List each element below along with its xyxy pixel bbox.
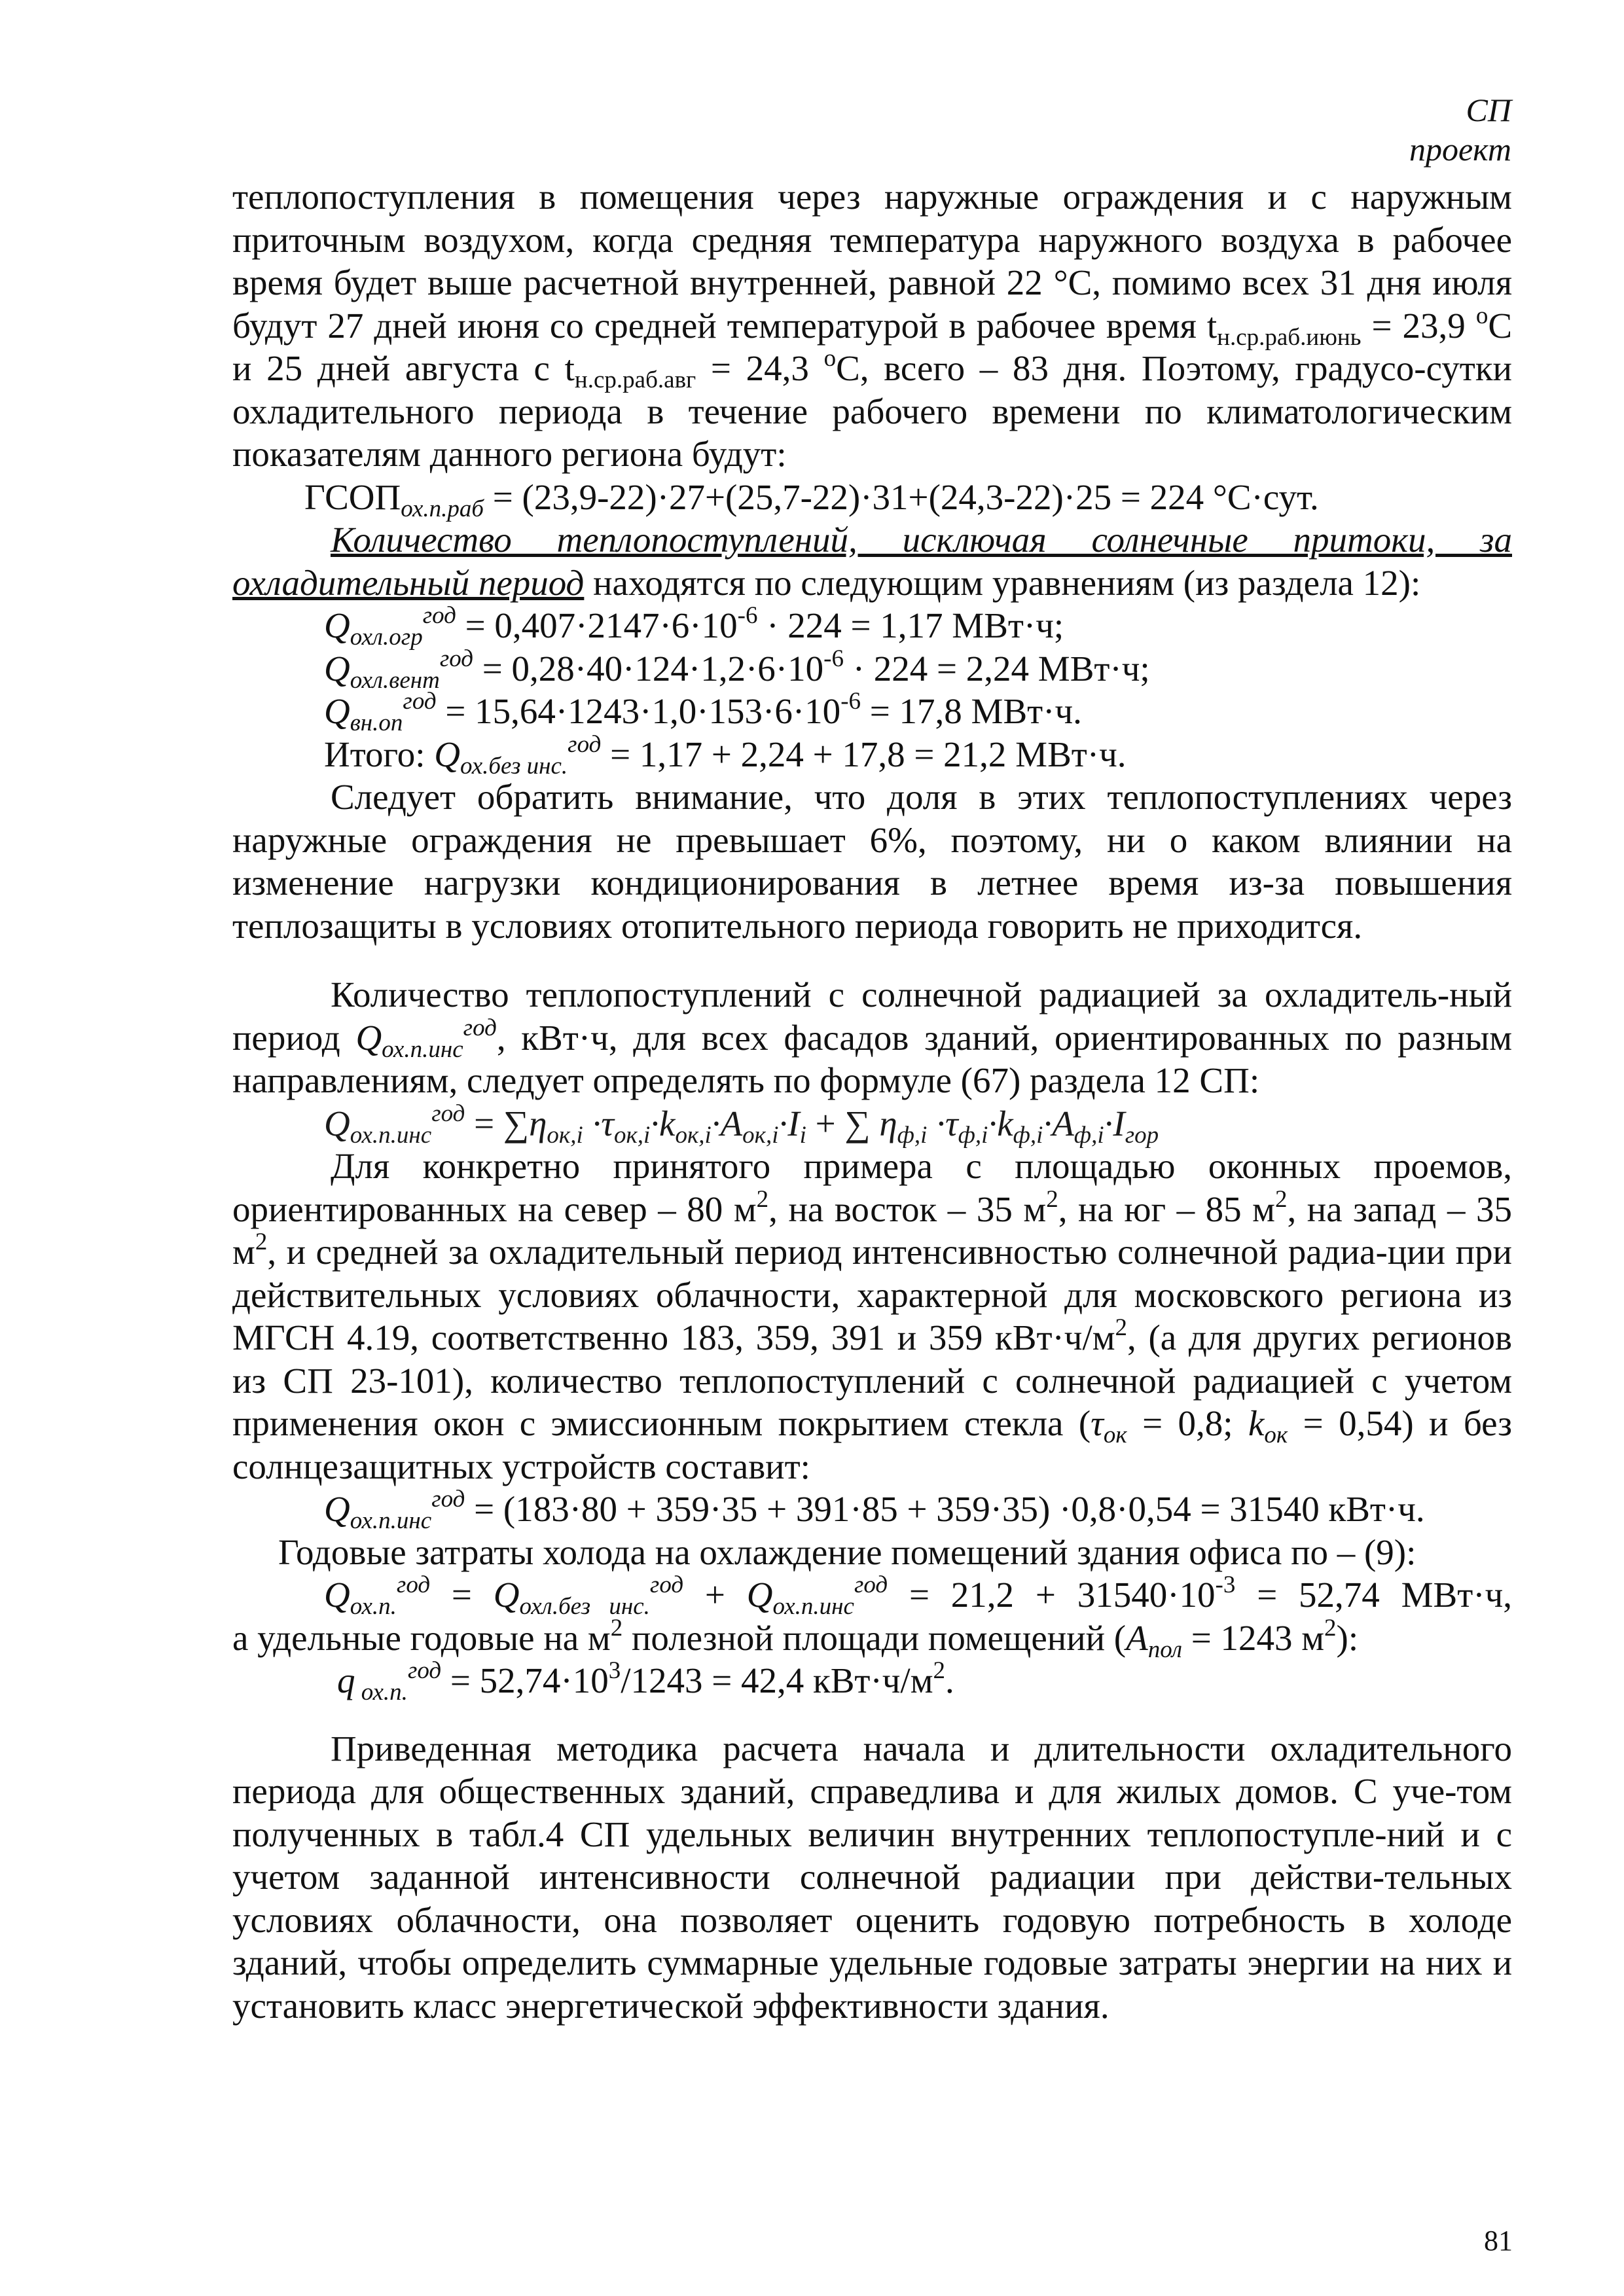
- paragraph-solar: Количество теплопоступлений с солнечной радиацией за охладитель-ный период $Q_{ох.п.инс}^{год}$, кВт·ч, для всех фасадов зданий, ориентированных по разным направлениям, следует определять по формуле (67) раздела 12 СП:: [232, 975, 1512, 1100]
- equation-solar-total: $Q_{ох.п.инс}^{год} = (183\cdot 80 + 359\cdot 35 + 391\cdot 85 + 359\cdot 35) \cdot 0,8\cdot 0,54 = 31540$ кВт·ч.: [324, 1486, 1425, 1534]
- equation-annual-cooling: $Q_{ох.п.}^{год} = Q_{охл.без инс.}^{год} + Q_{ох.п.инс}^{год} = 21,2 + 31540\cdot 10^{-3} = 52,74$ МВт·ч,: [324, 1571, 1512, 1620]
- formula-solar-gains: $Q_{ох.п.инс}^{год} = \sum\eta_{ок,i} \cdot\tau_{ок,i}\cdot k_{ок,i}\cdot A_{ок,i}\cdot I_i$ + ∑ $\eta_{ф,i} \cdot\tau_{ф,i}\cdot k_{ф,i}\cdot A_{ф,i}\cdot I_{гор}$: [324, 1100, 1159, 1149]
- paragraph-annual-cold: Годовые затраты холода на охлаждение помещений здания офиса по – (9):: [278, 1532, 1416, 1572]
- paragraph-intro: теплопоступления в помещения через наружные ограждения и с наружным приточным воздухом, когда средняя температура наружного воздуха в рабочее время будет выше расчетной внутренней, равной 22 °С, помимо всех 31 дня июля будут 27 дней июня со средней температурой в рабочее время $t_{н.ср.раб.июнь} = 23,9$ $^о$С и 25 дней августа с $t_{н.ср.раб.авг} = 24,3$ $^о$С, всего – 83 дня. Поэтому, градусо-сутки охладительного периода в течение рабочего времени по климатологическим показателям данного региона будут:: [232, 177, 1512, 474]
- equation-gsop: $ГСОП_{ох.п.раб} = (23,9-22)\cdot 27+(25,7-22)\cdot 31+(24,3-22)\cdot 25 = 224$ °С·сут.: [304, 476, 1319, 522]
- header-title: СП: [1466, 92, 1511, 128]
- running-header: [1409, 90, 1511, 169]
- paragraph-example: Для конкретно принятого примера с площадью оконных проемов, ориентированных на север – 80 $м^2$, на восток – 35 $м^2$, на юг – 85 $м^2$, на запад – 35 $м^2$, и средней за охладительный период интенсивностью солнечной радиа-ции при действительных условиях облачности, характерной для московского региона из МГСН 4.19, соответственно 183, 359, 391 и 359 $кВт\cdot ч/м^2$, (а для других регионов из СП 23-101), количество теплопоступлений с солнечной радиацией с учетом применения окон с эмиссионным покрытием стекла ($\tau_{ок} = 0,8$; $k_{ок} = 0,54$) и без солнцезащитных устройств составит:: [232, 1146, 1512, 1486]
- equation-total: Итого: $Q_{ох.без инс.}^{год} = 1,17 + 2,24 + 17,8 = 21,2$ МВт·ч.: [324, 730, 1127, 780]
- paragraph-specific: а удельные годовые на $м^2$ полезной площади помещений ($A_{пол} = 1243$ $м^2$):: [232, 1614, 1359, 1663]
- paragraph-heat-gains: Количество теплопоступлений, исключая солнечные притоки, за охладительный период находятся по следующим уравнениям (из раздела 12):: [232, 520, 1512, 603]
- equation-envelope: $Q_{охл.огр}^{год} = 0,407\cdot 2147\cdot 6\cdot 10^{-6} \cdot 224 = 1,17$ МВт·ч;: [324, 602, 1064, 651]
- equation-specific: q $_{ох.п.}^{год} = 52,74\cdot 10^3/1243 = 42,4$ $кВт\cdot ч/м^2$.: [337, 1657, 954, 1706]
- equation-ventilation: $Q_{охл.вент}^{год} = 0,28\cdot 40\cdot 124\cdot 1,2\cdot 6\cdot 10^{-6} \cdot 224 = 2,24$ МВт·ч;: [324, 645, 1150, 694]
- paragraph-note: Следует обратить внимание, что доля в этих теплопоступлениях через наружные ограждения не превышает 6%, поэтому, ни о каком влиянии на изменение нагрузки кондиционирования в летнее время из-за повышения теплозащиты в условиях отопительного периода говорить не приходится.: [232, 777, 1512, 946]
- body-text: [232, 175, 1512, 2027]
- equation-internal: $Q_{вн.оп}^{год} = 15,64\cdot 1243\cdot 1,0\cdot 153\cdot 6\cdot 10^{-6} = 17,8$ МВт·ч.: [324, 688, 1082, 736]
- paragraph-conclusion: Приведенная методика расчета начала и длительности охладительного периода для общественных зданий, справедлива и для жилых домов. С уче-том полученных в табл.4 СП удельных величин внутренних теплопоступле-ний и с учетом заданной интенсивности солнечной радиации при действи-тельных условиях облачности, она позволяет оценить годовую потребность в холоде зданий, чтобы определить суммарные удельные годовые затраты энергии на них и установить класс энергетической эффективности здания.: [232, 1728, 1512, 2026]
- page-number: 81: [1484, 2225, 1513, 2257]
- header-subtitle: проект: [1409, 131, 1511, 168]
